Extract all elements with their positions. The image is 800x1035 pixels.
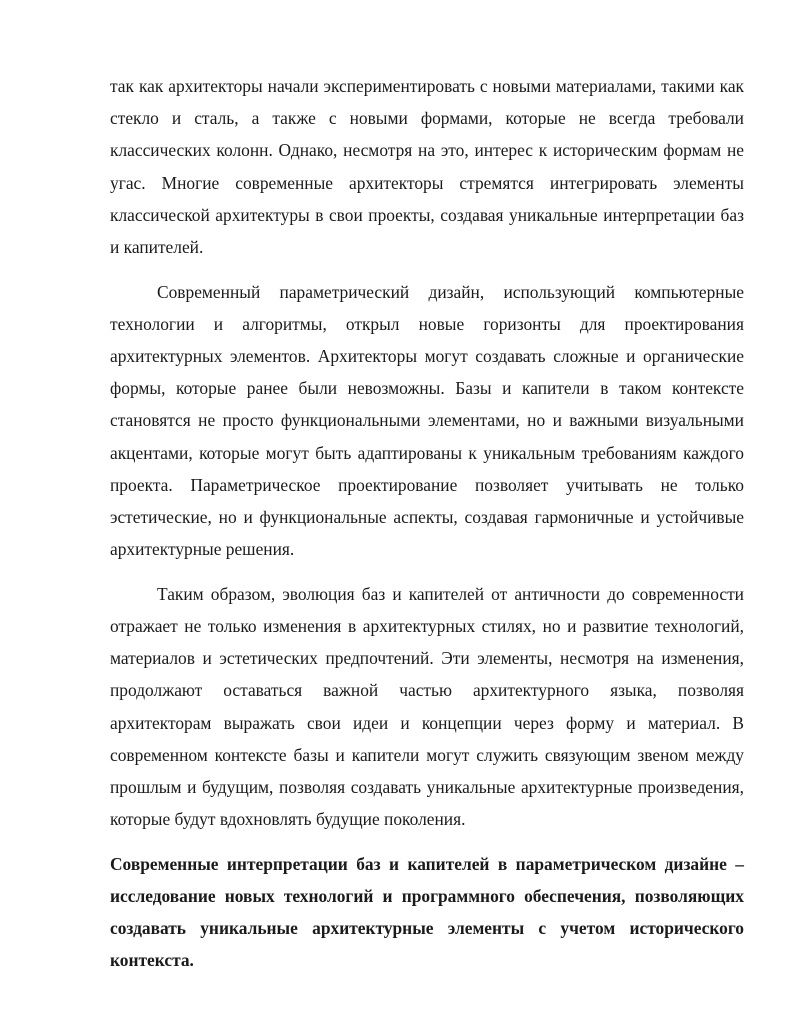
paragraph-conclusion: Таким образом, эволюция баз и капителей от античности до современности отражает не только изменения в архитектурных стилях, но и развитие технологий, материалов и эстетических предпочтений. Эти элементы, несмотря на изменения, продолжают оставаться важной частью архитектурного языка, позволяя архитекторам выражать свои идеи и концепции через форму и материал. В современном контексте базы и капители могут служить связующим звеном между прошлым и будущим, позволяя создавать уникальные архитектурные произведения, которые будут вдохновлять будущие поколения. xyxy=(110,583,744,830)
paragraph-parametric-design: Современный параметрический дизайн, использующий компьютерные технологии и алгоритмы, открыл новые горизонты для проектирования архитектурных элементов. Архитекторы могут создавать сложные и органические формы, которые ранее были невозможны. Базы и капители в таком контексте становятся не просто функциональными элементами, но и важными визуальными акцентами, которые могут быть адаптированы к уникальным требованиям каждого проекта. Параметрическое проектирование позволяет учитывать не только эстетические, но и функциональные аспекты, создавая гармоничные и устойчивые архитектурные решения. xyxy=(110,281,744,560)
section-heading: Современные интерпретации баз и капителей в параметрическом дизайне – исследование новых технологий и программного обеспечения, позволяющих создавать уникальные архитектурные элементы с учетом исторического контекста. xyxy=(110,853,744,971)
document-page xyxy=(110,70,744,977)
paragraph-continuation: так как архитекторы начали экспериментировать с новыми материалами, такими как стекло и сталь, а также с новыми формами, которые не всегда требовали классических колонн. Однако, несмотря на это, интерес к историческим формам не угас. Многие современные архитекторы стремятся интегрировать элементы классической архитектуры в свои проекты, создавая уникальные интерпретации баз и капителей. xyxy=(110,76,744,258)
